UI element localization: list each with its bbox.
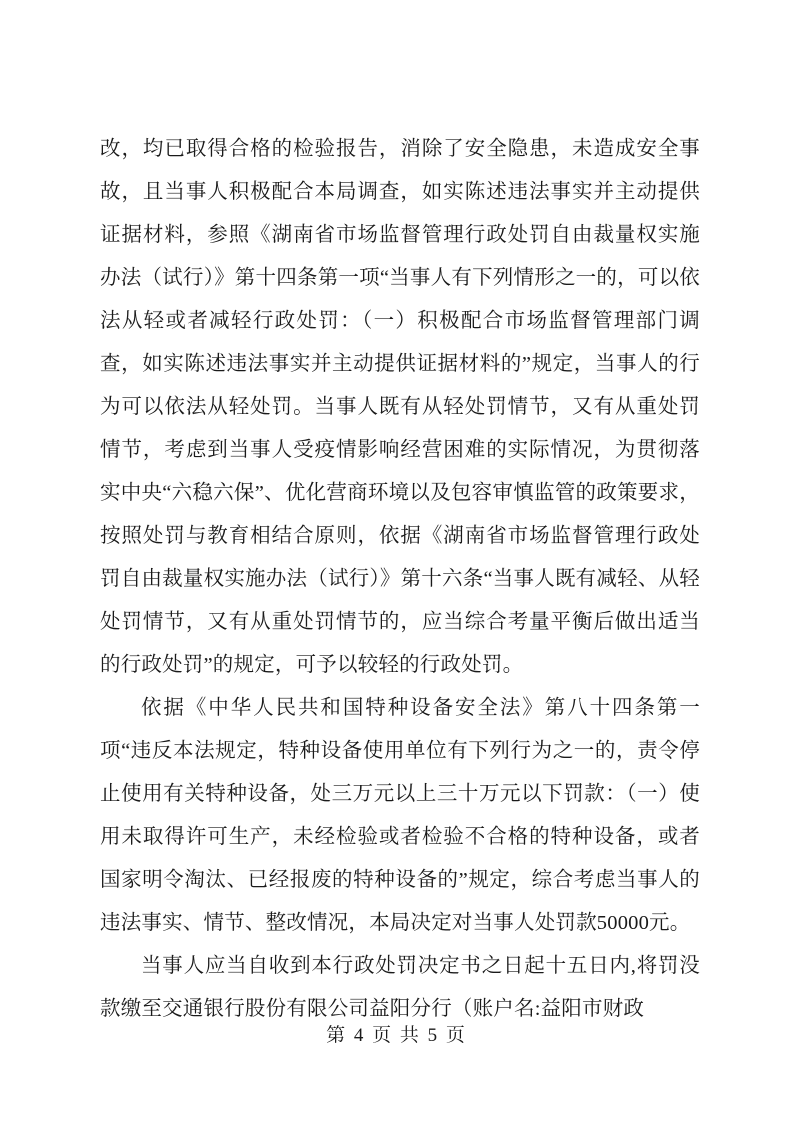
footer-current-page: 4 — [353, 1025, 366, 1046]
footer-total-pages: 5 — [427, 1025, 440, 1046]
footer-middle: 页 共 — [372, 1025, 421, 1046]
page-footer — [0, 1020, 793, 1047]
paragraph-1: 改，均已取得合格的检验报告，消除了安全隐患，未造成安全事故，且当事人积极配合本局调查，如实陈述违法事实并主动提供证据材料，参照《湖南省市场监督管理行政处罚自由裁量权实施办法（试行）》第十四条第一项“当事人有下列情形之一的，可以依法从轻或者减轻行政处罚：（一）积极配合市场监督管理部门调查，如实陈述违法事实并主动提供证据材料的”规定，当事人的行为可以依法从轻处罚。当事人既有从轻处罚情节，又有从重处罚情节，考虑到当事人受疫情影响经营困难的实际情况，为贯彻落实中央“六稳六保”、优化营商环境以及包容审慎监管的政策要求，按照处罚与教育相结合原则，依据《湖南省市场监督管理行政处罚自由裁量权实施办法（试行）》第十六条“当事人既有减轻、从轻处罚情节，又有从重处罚情节的，应当综合考量平衡后做出适当的行政处罚”的规定，可予以较轻的行政处罚。 — [100, 138, 700, 676]
paragraph-2: 依据《中华人民共和国特种设备安全法》第八十四条第一项“违反本法规定，特种设备使用单位有下列行为之一的，责令停止使用有关特种设备，处三万元以上三十万元以下罚款：（一）使用未取得许可生产，未经检验或者检验不合格的特种设备，或者国家明令淘汰、已经报废的特种设备的”规定，综合考虑当事人的违法事实、情节、整改情况，本局决定对当事人处罚款50000元。 — [100, 697, 700, 934]
footer-prefix: 第 — [326, 1025, 348, 1046]
document-body — [100, 128, 700, 1031]
paragraph-3: 当事人应当自收到本行政处罚决定书之日起十五日内,将罚没款缴至交通银行股份有限公司益阳分行（账户名:益阳市财政 — [100, 955, 700, 1020]
footer-suffix: 页 — [445, 1025, 467, 1046]
